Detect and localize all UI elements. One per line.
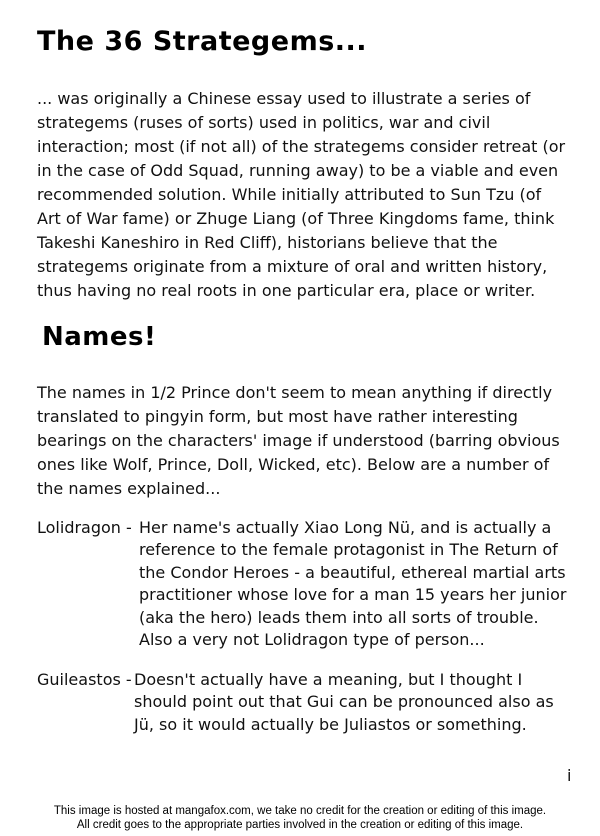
footer-line-2: All credit goes to the appropriate parties involved in the creation or editing of this image. <box>76 819 524 831</box>
entry-definition: Doesn't actually have a meaning, but I thought I should point out that Gui can be pronounced also as Jü, so it would actually be Juliastos or something. <box>134 670 554 734</box>
page-number: i <box>567 766 572 785</box>
entry-term: Lolidragon - <box>37 518 132 537</box>
hosting-footer <box>0 804 600 832</box>
strategems-paragraph: ... was originally a Chinese essay used to illustrate a series of strategems (ruses of sorts) used in politics, war and civil interaction; most (if not all) of the strategems consider retreat (or in the case of Odd Squad, running away) to be a viable and even recommended solution. While initially attributed to Sun Tzu (of Art of War fame) or Zhuge Liang (of Three Kingdoms fame, think Takeshi Kaneshiro in Red Cliff), historians believe that the strategems originate from a mixture of oral and written history, thus having no real roots in one particular era, place or writer. <box>37 89 566 300</box>
footer-line-1: This image is hosted at mangafox.com, we take no credit for the creation or editing of this image. <box>53 805 547 817</box>
heading-names: Names! <box>42 322 157 352</box>
names-intro-paragraph: The names in 1/2 Prince don't seem to mean anything if directly translated to pingyin form, but most have rather interesting bearings on the characters' image if understood (barring obvious ones like Wolf, Prince, Doll, Wicked, etc). Below are a number of the names explained... <box>37 383 560 498</box>
heading-36-strategems: The 36 Strategems... <box>37 26 368 57</box>
entry-definition: Her name's actually Xiao Long Nü, and is actually a reference to the female protagonist in The Return of the Condor Heroes - a beautiful, ethereal martial arts practitioner whose love for a man 15 years her junior (aka the hero) leads them into all sorts of trouble. Also a very not Lolidragon type of person... <box>139 518 567 650</box>
entry-term: Guileastos - <box>37 670 132 689</box>
